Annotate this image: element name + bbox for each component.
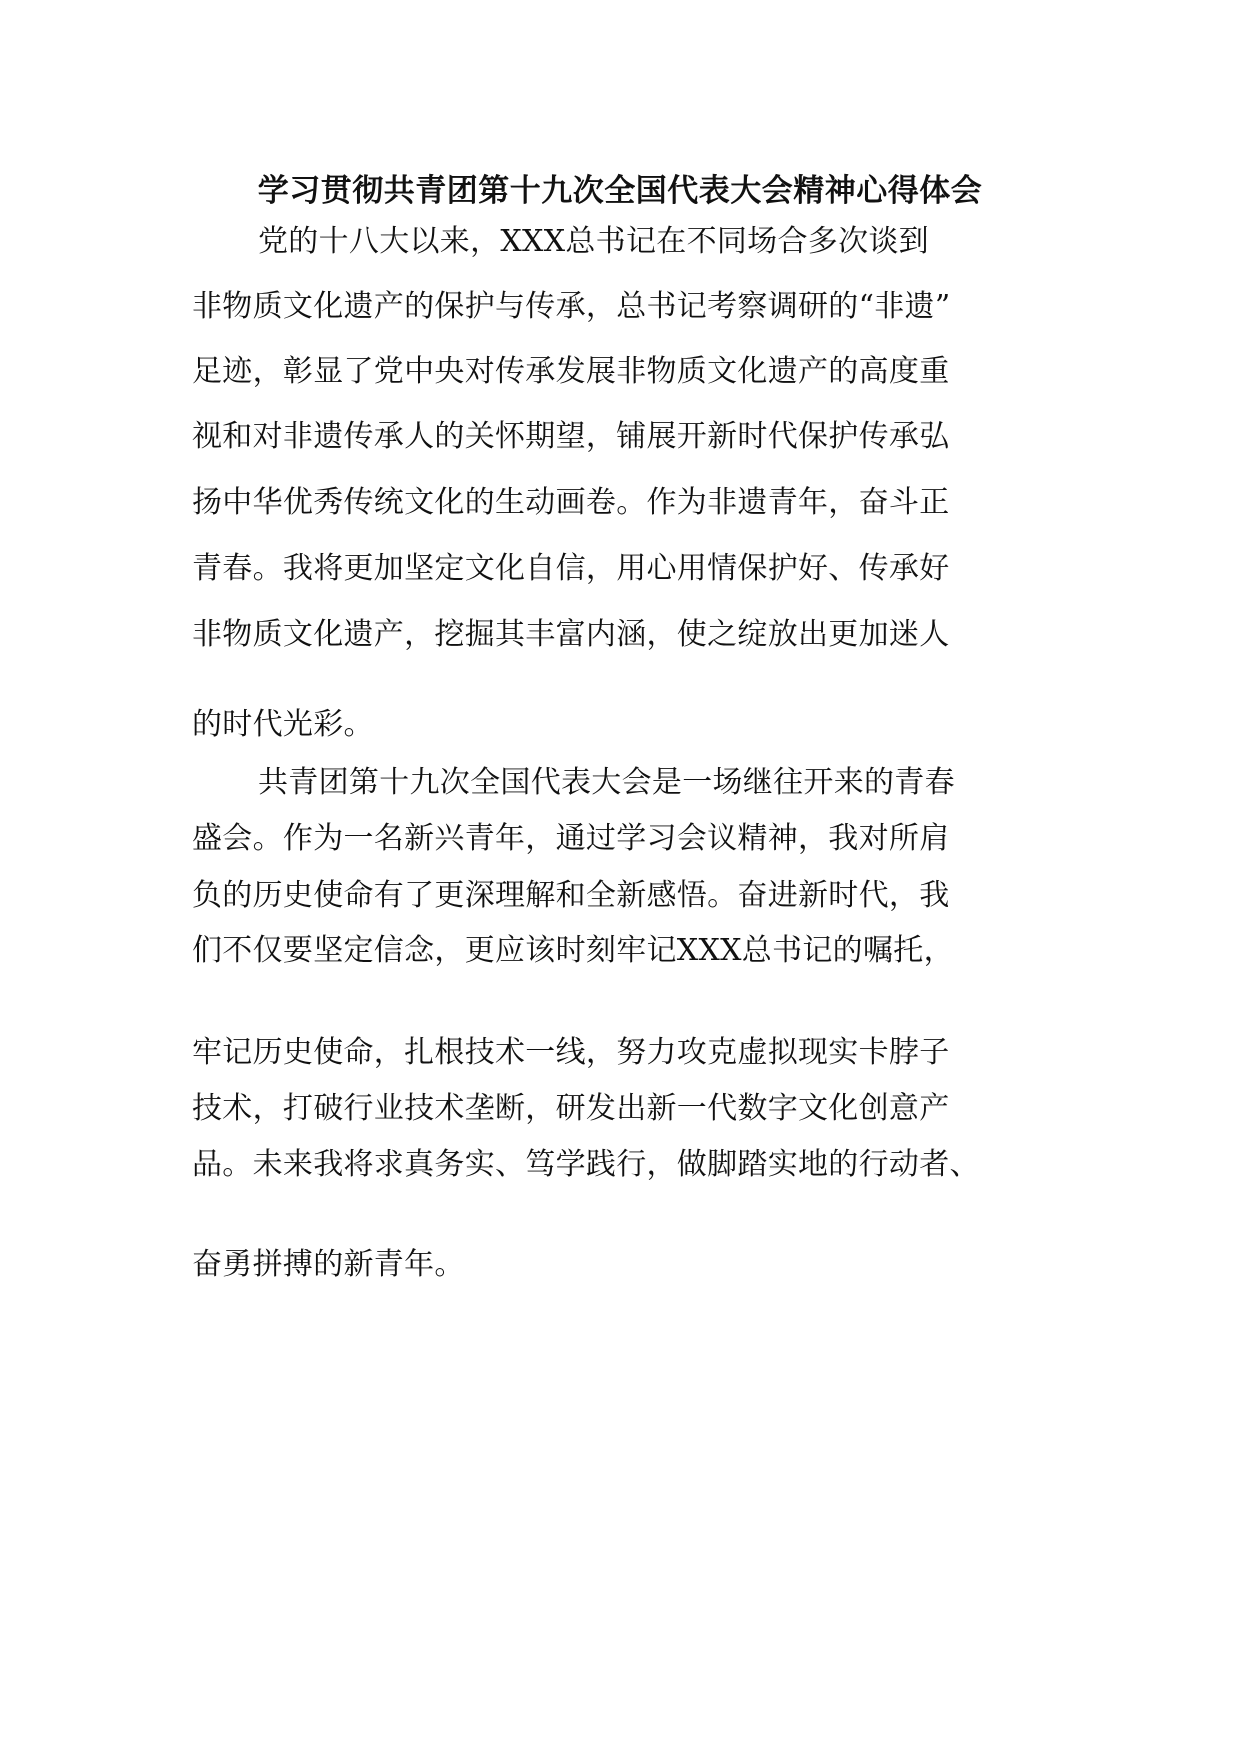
paragraph-2-line-3: 负的历史使命有了更深理解和全新感悟。奋进新时代，我: [192, 878, 950, 913]
paragraph-1-line-4: 视和对非遗传承人的关怀期望，铺展开新时代保护传承弘: [192, 419, 950, 454]
paragraph-1-line-8: 的时代光彩。: [192, 707, 374, 742]
paragraph-1-line-6: 青春。我将更加坚定文化自信，用心用情保护好、传承好: [192, 551, 950, 586]
paragraph-2-line-6: 技术，打破行业技术垄断，研发出新一代数字文化创意产: [192, 1091, 950, 1126]
paragraph-2-line-1: 共青团第十九次全国代表大会是一场继往开来的青春: [258, 765, 955, 800]
paragraph-2-line-2: 盛会。作为一名新兴青年，通过学习会议精神，我对所肩: [192, 821, 950, 856]
paragraph-2-line-8: 奋勇拼搏的新青年。: [192, 1247, 465, 1282]
document-title: 学习贯彻共青团第十九次全国代表大会精神心得体会: [257, 173, 983, 209]
paragraph-1-line-7: 非物质文化遗产，挖掘其丰富内涵，使之绽放出更加迷人: [192, 617, 950, 652]
paragraph-2-line-4: 们不仅要坚定信念，更应该时刻牢记XXX总书记的嘱托，: [192, 933, 954, 968]
paragraph-2-line-7: 品。未来我将求真务实、笃学践行，做脚踏实地的行动者、: [192, 1147, 980, 1182]
paragraph-2-line-5: 牢记历史使命，扎根技术一线，努力攻克虚拟现实卡脖子: [192, 1035, 950, 1070]
paragraph-1-line-5: 扬中华优秀传统文化的生动画卷。作为非遗青年，奋斗正: [192, 485, 950, 520]
paragraph-1-line-1: 党的十八大以来，XXX总书记在不同场合多次谈到: [258, 224, 929, 259]
paragraph-1-line-3: 足迹，彰显了党中央对传承发展非物质文化遗产的高度重: [192, 354, 950, 389]
paragraph-1-line-2: 非物质文化遗产的保护与传承，总书记考察调研的“非遗”: [192, 289, 951, 324]
